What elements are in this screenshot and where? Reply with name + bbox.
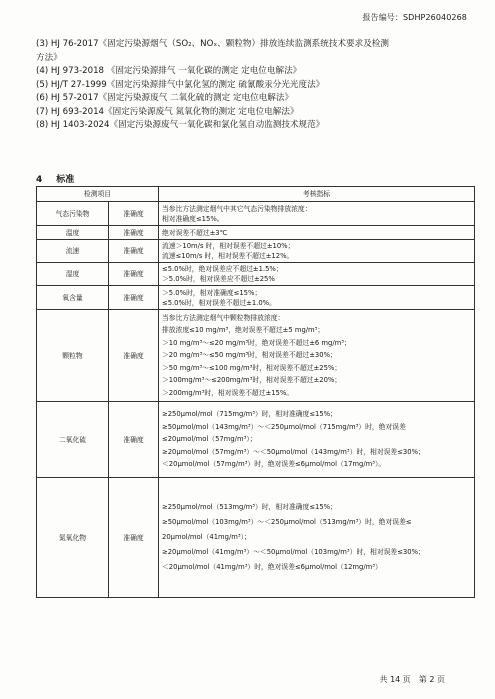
indicator-line: 20μmol/mol（41mg/m³）； [162,533,251,541]
cell-indicator [159,202,475,226]
indicator-line [162,485,471,500]
cell-metric: 准确度 [109,310,159,402]
indicator-line: 当参比方法测定烟气中其它气态污染物排放浓度： [162,204,312,213]
report-number: 报告编号：SDHP26040268 [362,13,467,22]
indicator-line: ＞5.0%时，相对误差应不超过±25% [162,275,275,283]
table-header-row [37,187,475,202]
reference-item: (7) HJ 693-2014《固定污染源废气 氮氧化物的测定 定电位电解法》 [36,106,299,117]
table-row [37,402,475,478]
indicator-line: ＞100mg/m³～≤200mg/m³时，相对误差不超过±20%； [162,376,342,385]
cell-metric: 准确度 [109,263,159,286]
indicator-line: 排放浓度≤10 mg/m³，绝对误差不超过±5 mg/m³； [162,326,325,335]
cell-indicator [159,240,475,263]
indicator-line: ≥250μmol/mol（513mg/m³）时，相对准确度≤15%； [162,503,337,511]
indicator-line: ≥20μmol/mol（57mg/m³）～＜50μmol/mol（143mg/m³）时，相对误差≤30%； [162,447,425,456]
cell-test-item: 气态污染物 [37,202,109,226]
table-row [37,263,475,286]
indicator-line: ＞50 mg/m³～≤100 mg/m³时，相对误差不超过±25%； [162,363,342,372]
indicator-line: ＜20μmol/mol（41mg/m³）时，绝对误差≤6μmol/mol（12mg/m³） [162,563,382,571]
cell-test-item: 湿度 [37,263,109,286]
indicator-line: ≥50μmol/mol（103mg/m³）～＜250μmol/mol（513mg/m³）时，绝对误差≤ [162,518,412,526]
section-number: 4 [36,175,43,185]
cell-indicator [159,478,475,598]
cell-test-item: 颗粒物 [37,310,109,402]
header-item: 检测项目 [37,187,159,202]
reference-item: 方法》 [36,52,62,63]
section-heading [36,172,88,185]
standards-table [36,186,475,598]
cell-metric: 准确度 [109,226,159,240]
indicator-line [162,575,471,590]
indicator-line: ＜20μmol/mol（57mg/m³）时，绝对误差≤6μmol/mol（17mg/m³）。 [162,460,386,469]
indicator-line: ≥20μmol/mol（41mg/m³）～＜50μmol/mol（103mg/m³）时，相对误差≤30%； [162,548,425,556]
cell-metric: 准确度 [109,478,159,598]
header-indicator: 考核指标 [159,187,475,202]
reference-list [36,38,466,133]
indicator-line: 绝对误差不超过±3℃ [162,228,228,237]
table-row [37,310,475,402]
cell-metric: 准确度 [109,402,159,478]
cell-test-item: 氮氧化物 [37,478,109,598]
cell-metric: 准确度 [109,240,159,263]
cell-indicator [159,286,475,310]
page-footer: 共 14 页 第 2 页 [379,675,445,684]
section-title: 标准 [56,175,75,185]
table-row [37,478,475,598]
reference-item: (8) HJ 1403-2024《固定污染源废气一氧化碳和氯化氢自动监测技术规范》 [36,120,325,130]
cell-test-item: 氧含量 [37,286,109,310]
reference-item: (6) HJ 57-2017《固定污染源废气 二氧化硫的测定 定电位电解法》 [36,93,294,103]
cell-test-item: 流速 [37,240,109,263]
indicator-line: ≥50μmol/mol（143mg/m³）～＜250μmol/mol（715mg/m³）时，绝对误差 [162,422,406,431]
indicator-line: 相对准确度≤15%。 [162,214,224,223]
reference-item: (4) HJ 973-2018 《固定污染源排气 一氧化碳的测定 定电位电解法》 [36,66,302,76]
cell-indicator [159,263,475,286]
table-row [37,226,475,240]
indicator-line: ≤5.0%时，相对误差不超过±1.0%。 [162,298,276,307]
table-row [37,240,475,263]
cell-test-item: 温度 [37,226,109,240]
indicator-line: ＞10 mg/m³～≤20 mg/m³时，绝对误差不超过±6 mg/m³； [162,338,351,347]
cell-test-item: 二氧化硫 [37,402,109,478]
cell-indicator [159,226,475,240]
indicator-line: 当参比方法测定烟气中颗粒物排放浓度： [162,313,285,322]
indicator-line: 流速＞10m/s 时，相对误差不超过±10%； [162,242,295,250]
indicator-line: 流速≤10m/s 时，相对误差不超过±12%。 [162,252,294,260]
reference-item: (3) HJ 76-2017《固定污染源烟气（SO₂、NOₓ、颗粒物）排放连续监测系统技术要求及检测 [36,39,390,49]
cell-metric: 准确度 [109,202,159,226]
indicator-line: ＞5.0%时，相对准确度≤15%； [162,288,262,297]
cell-indicator [159,310,475,402]
table-row [37,202,475,226]
indicator-line: ≥250μmol/mol（715mg/m³）时，相对准确度≤15%； [162,410,337,419]
indicator-line: ＞20 mg/m³～≤50 mg/m³时，相对误差不超过±30%； [162,351,337,360]
indicator-line: ≤5.0%时，绝对误差应不超过±1.5%； [162,265,283,273]
table-row [37,286,475,310]
cell-metric: 准确度 [109,286,159,310]
indicator-line: ＞200mg/m³时，相对误差不超过±15%。 [162,388,294,397]
indicator-line: ≤20μmol/mol（57mg/m³）； [162,435,257,444]
reference-item: (5) HJ/T 27-1999《固定污染源排气中氯化氢的测定 硫氰酸汞分光光度法》 [36,79,325,90]
cell-indicator [159,402,475,478]
